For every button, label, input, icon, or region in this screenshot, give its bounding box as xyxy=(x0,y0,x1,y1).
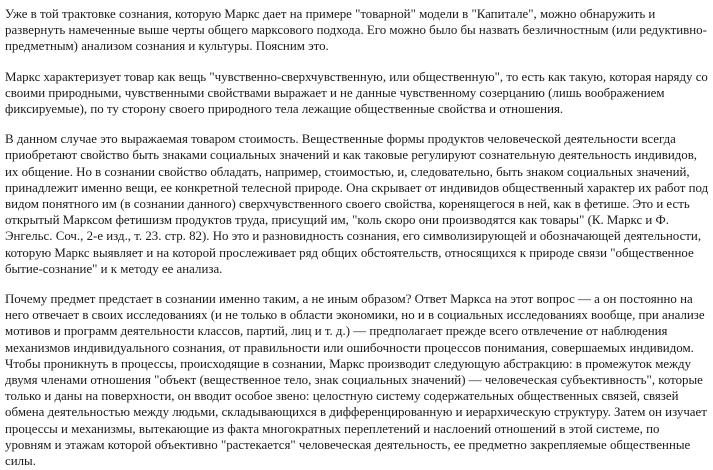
paragraph-2: Маркс характеризует товар как вещь "чувственно-сверхчувственную, или общественную", то есть как такую, которая наряду со своими природными, чувственными свойствами выражает и не данные чувственному созерцанию (лишь воображением фиксируемые), по ту сторону своего природного тела лежащие общественные свойства и отношения. xyxy=(5,69,708,117)
paragraph-1: Уже в той трактовке сознания, которую Маркс дает на примере "товарной" модели в "Капитале", можно обнаружить и развернуть намеченные выше черты общего марксового подхода. Его можно было бы назвать безличностным (или редуктивно-предметным) анализом сознания и культуры. Поясним это. xyxy=(5,7,707,54)
paragraph-4: Почему предмет предстает в сознании именно таким, а не иным образом? Ответ Маркса на этот вопрос — а он постоянно на него отвечает в своих исследованиях (и не только в области экономики, но и в социальных исследованиях вообще, при анализе мотивов и программ деятельности классов, партий, лиц и т. д.) — предполагает прежде всего отвлечение от наблюдения механизмов индивидуального сознания, от правильности или ошибочности процессов понимания, совершаемых индивидом. Чтобы проникнуть в процессы, происходящие в сознании, Маркс производит следующую абстракцию: в промежуток между двумя членами отношения "объект (вещественное тело, знак социальных значений) — человеческая субъективность", которые только и даны на поверхности, он вводит особое звено: целостную систему содержательных общественных связей, связей обмена деятельностью между людьми, складывающихся в дифференцированную и иерархическую структуру. Затем он изучает процессы и механизмы, вытекающие из факта многократных переплетений и наслоений отношений в этой системе, по уровням и этажам которой объективно "растекается" человеческая деятельность, ее предметно закрепляемые общественные силы. xyxy=(5,292,707,469)
paragraph-3: В данном случае это выражаемая товаром стоимость. Вещественные формы продуктов человеческой деятельности всегда приобретают свойство быть знаками социальных значений и как таковые регулируют сознательную деятельность индивидов, их общение. Но в сознании свойство обладать, например, стоимостью, и, следовательно, быть знаком социальных значений, принадлежит именно вещи, ее конкретной телесной природе. Она скрывает от индивидов общественный характер их работ под видом понятного им (в сознании данного) сверхчувственного своего свойства, коренящегося в ней, как в фетише. Это и есть открытый Марксом фетишизм продуктов труда, присущий им, "коль скоро они производятся как товары" (К. Маркс и Ф. Энгельс. Соч., 2-е изд., т. 23. стр. 82). Но это и разновидность сознания, его символизирующей и обозначающей деятельности, которую Маркс выявляет и на которой прослеживает ряд общих обстоятельств, относящихся к природе связи "общественное бытие-сознание" и к методу ее анализа. xyxy=(5,132,709,276)
